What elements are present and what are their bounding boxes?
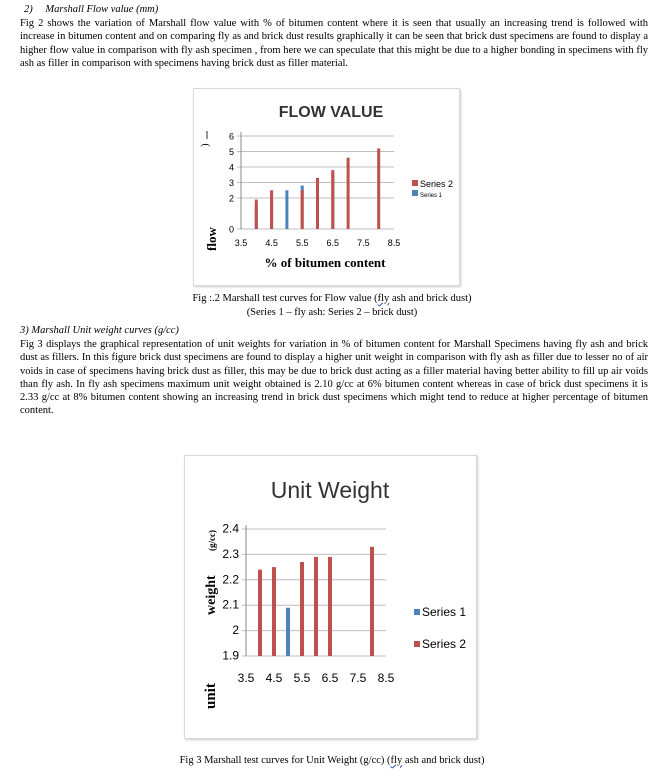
section-heading-flow: [20, 4, 158, 15]
paragraph-flow: Fig 2 shows the variation of Marshall flow value with % of bitumen content where it is seen that usually an increasing trend is followed with increase in bitumen content and on comparing fly as and brick dust results graphically it can be seen that brick dust specimens are found to display a higher flow value in comparison with fly ash specimen , from here we can speculate that this might be due to a higher bonding in specimens with fly ash as filler in comparison with specimens having brick dust as filler material.: [20, 18, 648, 69]
x-tick-label: 3.5: [237, 671, 255, 685]
chart-title: FLOW VALUE: [278, 104, 384, 121]
bar-series-2: [314, 557, 318, 656]
legend-label: Series 1: [422, 605, 467, 619]
figure3-caption: [100, 755, 564, 766]
caption-text-end: ash and brick dust): [402, 755, 485, 766]
y-tick-label: 1.9: [222, 648, 239, 663]
paragraph-unit-weight: Fig 3 displays the graphical representation of unit weights for variation in % of bitumen content for Marshall Specimens having fly ash and brick dust as fillers. In this figure brick dust specimens are found to display a higher unit weight in comparison with fly ash as filler due to lesser no of air voids in case of specimens having brick dust as filler, this may be due to brick dust acting as a filler material having better ability to fill up air voids than fly ash. In fly ash specimens maximum unit weight obtained is 2.10 g/cc at 6% bitumen content whereas in case of brick dust specimens it is 2.33 g/cc at 8% bitumen content showing an increasing trend in brick dust specimens which might tend to reduce at higher percentage of bitumen content.: [20, 339, 648, 417]
y-tick-label: 2.1: [222, 597, 239, 612]
figure2-caption: [100, 293, 564, 304]
caption-text: Fig :.2 Marshall test curves for Flow value (: [192, 293, 378, 304]
bar-series-2: [331, 170, 334, 229]
bar-series-2: [301, 190, 304, 229]
y-tick-label: 5: [228, 147, 234, 157]
y-tick-label: 2: [228, 193, 234, 204]
caption-text: Fig 3 Marshall test curves for Unit Weight (g/cc) (: [179, 755, 391, 766]
y-axis-label: flow: [204, 227, 219, 251]
x-tick-label: 8.5: [387, 238, 401, 248]
x-tick-label: 5.5: [295, 238, 309, 248]
y-tick-label: 2.4: [222, 521, 239, 536]
y-tick-label: 2.3: [222, 546, 239, 561]
x-tick-label: 4.5: [265, 238, 278, 248]
caption-wavy-word: fly: [390, 755, 403, 766]
bar-series-2: [370, 547, 374, 656]
legend-swatch: [414, 609, 420, 615]
bar-series-1: [286, 608, 290, 656]
y-tick-label: 2.2: [222, 572, 239, 587]
unit-weight-chart: [184, 455, 477, 739]
y-axis-label-3: (g/cc): [207, 530, 217, 551]
x-tick-label: 7.5: [357, 238, 370, 248]
bar-series-2: [300, 562, 304, 656]
x-tick-label: 4.5: [265, 671, 283, 685]
y-axis-label: unit: [203, 683, 219, 709]
figure2-caption-series: (Series 1 – fly ash: Series 2 – brick dust): [246, 307, 418, 318]
caption-text-end: ash and brick dust): [389, 293, 472, 304]
legend-swatch: [414, 641, 420, 647]
unit-weight-chart-svg: [185, 456, 476, 738]
legend-label: Series 2: [420, 179, 454, 189]
bar-series-1: [285, 190, 288, 229]
heading-number: 2): [24, 4, 33, 15]
y-tick-label: 4: [228, 162, 234, 173]
y-axis-label-2: weight: [204, 575, 219, 615]
bar-series-2: [316, 178, 319, 229]
x-axis-label: % of bitumen content: [264, 255, 386, 270]
heading-text: Marshall Flow value (mm): [45, 4, 159, 15]
bar-series-2: [258, 570, 262, 656]
flow-value-chart: [193, 88, 460, 286]
bar-series-2: [328, 557, 332, 656]
x-tick-label: 3.5: [234, 238, 248, 248]
caption-wavy-word: fly: [377, 293, 390, 304]
y-tick-label: 0: [228, 224, 234, 235]
bar-series-2: [255, 200, 258, 229]
x-tick-label: 8.5: [377, 671, 395, 685]
y-axis-label-paren: ): [199, 143, 211, 147]
chart-title: Unit Weight: [270, 477, 390, 503]
x-tick-label: 7.5: [349, 671, 367, 685]
x-tick-label: 6.5: [326, 238, 340, 248]
legend-swatch: [412, 180, 418, 186]
legend-label: Series 2: [422, 637, 467, 651]
section-heading-unit-weight: 3) Marshall Unit weight curves (g/cc): [20, 325, 179, 336]
x-tick-label: 6.5: [321, 671, 339, 685]
flow-value-chart-svg: [194, 89, 459, 285]
y-tick-label: 2: [232, 623, 239, 638]
legend-swatch: [412, 190, 418, 196]
bar-series-2: [377, 148, 380, 229]
y-tick-label: 6: [228, 131, 234, 142]
x-tick-label: 5.5: [293, 671, 311, 685]
bar-series-2: [347, 158, 350, 229]
legend-label: Series 1: [420, 193, 443, 199]
bar-series-2: [270, 190, 273, 229]
bar-series-2: [272, 567, 276, 656]
y-tick-label: 3: [228, 178, 234, 188]
